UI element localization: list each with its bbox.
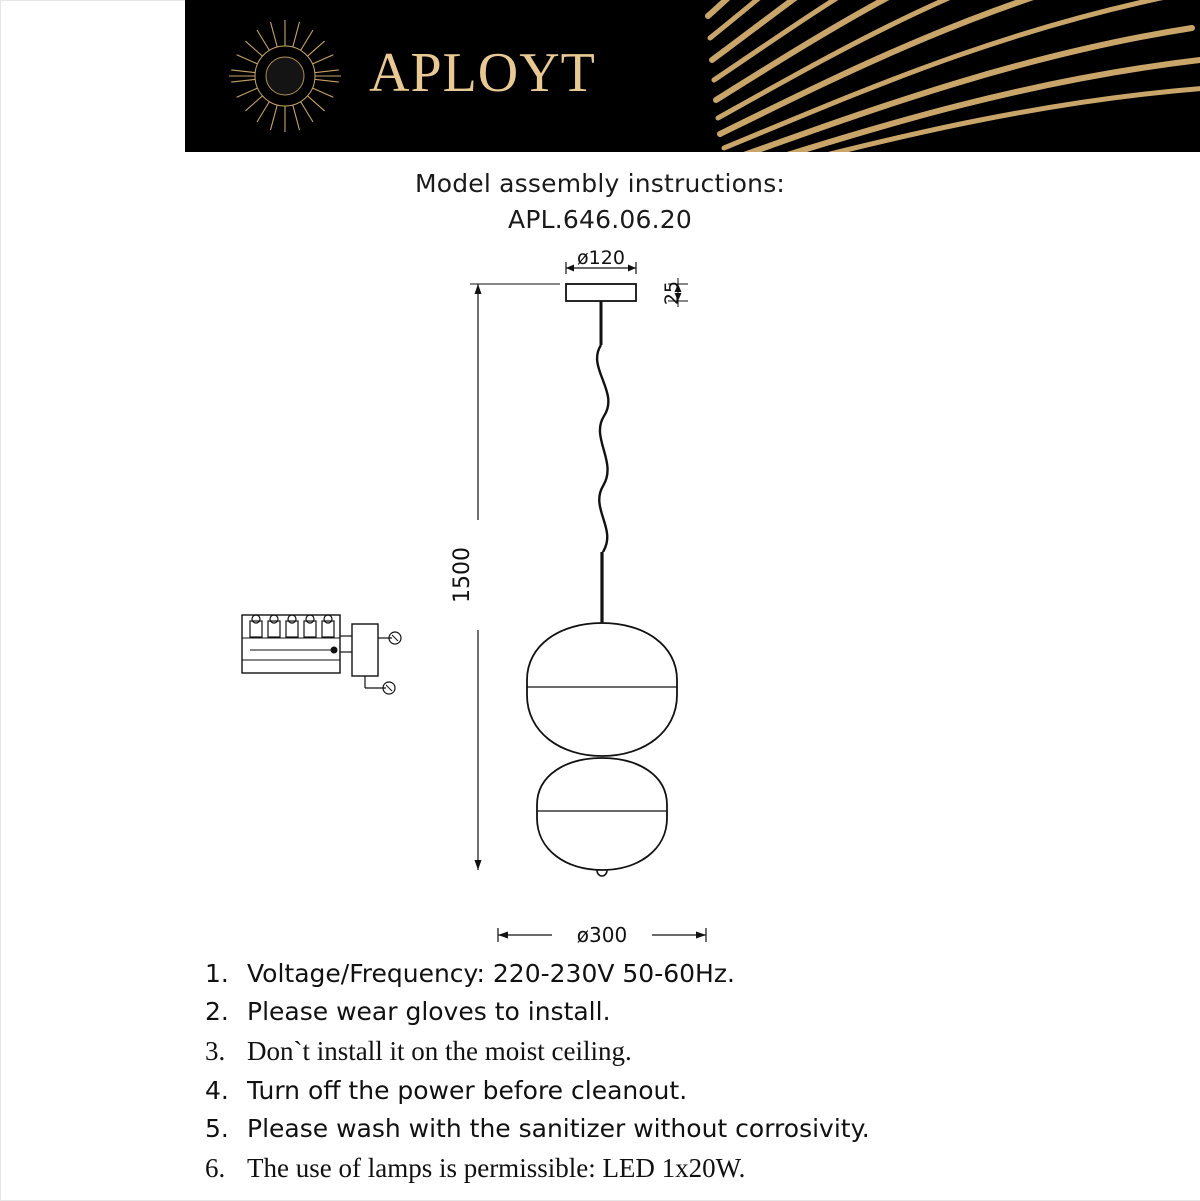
instruction-text: Voltage/Frequency: 220-230V 50-60Hz.: [247, 959, 735, 988]
sunburst-icon: [225, 16, 345, 136]
dim-total-drop: 1500: [450, 547, 475, 603]
instruction-item: [205, 955, 1165, 993]
brand-header: [185, 0, 1200, 152]
instruction-number: 4.: [205, 1076, 229, 1106]
instruction-item: [205, 1110, 1165, 1148]
instruction-text: Don`t install it on the moist ceiling.: [247, 1036, 632, 1066]
instruction-number: 5.: [205, 1114, 229, 1144]
dim-canopy-diameter: ø120: [577, 247, 625, 269]
dim-canopy-height: 25: [661, 280, 683, 306]
rays-icon: [700, 0, 1200, 152]
brand-lockup: [225, 0, 596, 152]
technical-drawing: [0, 240, 1200, 950]
title-line-2: APL.646.06.20: [508, 204, 692, 234]
instruction-number: 2.: [205, 997, 229, 1026]
instruction-item: [205, 1148, 1165, 1189]
instruction-text: Please wear gloves to install.: [247, 997, 611, 1026]
instruction-text: The use of lamps is permissible: LED 1x20W.: [247, 1153, 746, 1184]
title-line-1: Model assembly instructions:: [414, 169, 786, 198]
instruction-number: 1.: [205, 959, 229, 988]
instruction-item: [205, 1072, 1165, 1110]
instructions-list: [205, 955, 1165, 1189]
instruction-item: [205, 993, 1165, 1031]
terminal-block-icon: [242, 615, 401, 694]
canopy-shape: [566, 284, 636, 301]
instruction-number: 3.: [205, 1036, 226, 1066]
instruction-number: 6.: [205, 1153, 226, 1184]
instruction-text: Please wash with the sanitizer without corrosivity.: [247, 1114, 870, 1144]
lower-shade-shape: [537, 758, 667, 870]
brand-name: APLOYT: [369, 42, 596, 104]
instruction-item: [205, 1031, 1165, 1072]
instruction-text: Turn off the power before cleanout.: [247, 1076, 688, 1106]
upper-shade-shape: [527, 623, 677, 756]
dim-shade-diameter: ø300: [576, 923, 628, 947]
page-title: [0, 166, 1200, 237]
